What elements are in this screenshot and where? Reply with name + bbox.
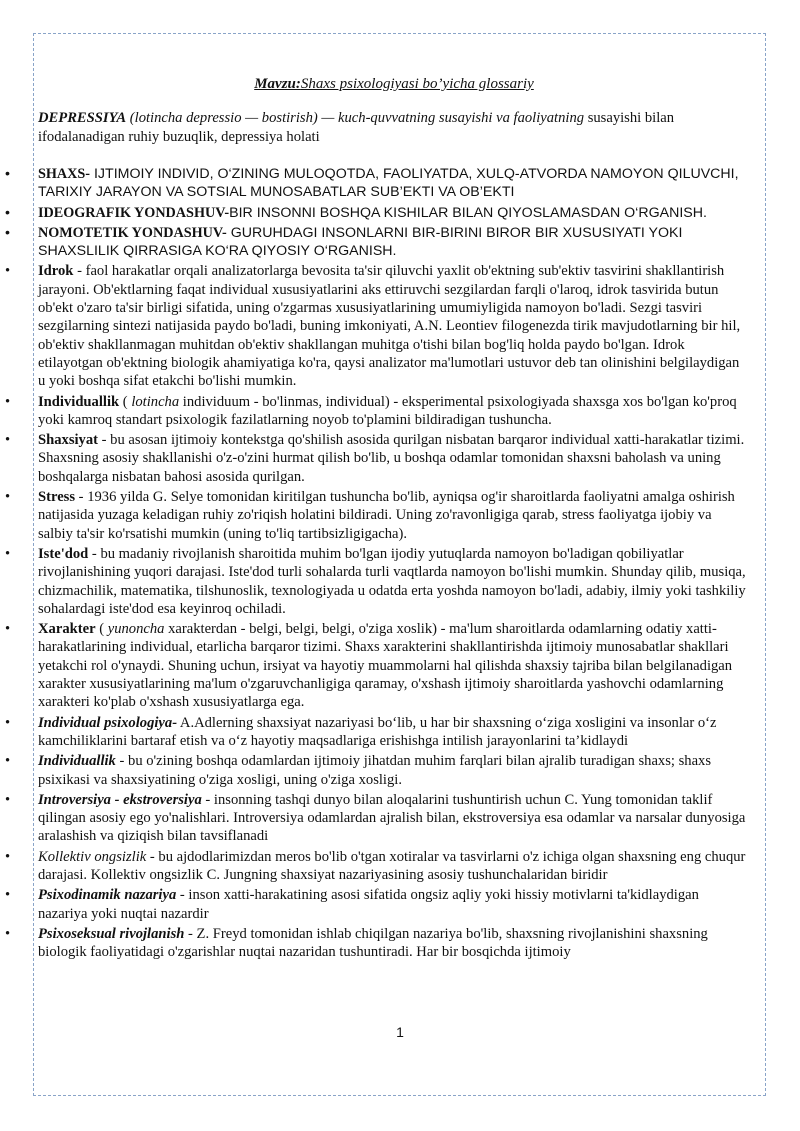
glossary-item: [5, 165, 750, 202]
page-number: 1: [396, 1024, 404, 1040]
glossary-item: [5, 488, 750, 543]
bullet-icon: •: [5, 166, 10, 182]
glossary-definition: BIR INSONNI BOSHQA KISHILAR BILAN QIYOSLAMASDAN O‘RGANISH.: [229, 204, 707, 221]
bullet-icon: •: [5, 887, 11, 904]
glossary-definition: - inson xatti-harakatining asosi sifatida ongsiz aqliy yoki hissiy motivlarni ta'kidlaydigan nazariya yoki nuqtai nazardir: [38, 887, 699, 922]
glossary-term: Xarakter: [38, 621, 96, 638]
glossary-definition: GURUHDAGI INSONLARNI BIR-BIRINI BIROR BIR XUSUSIYATI YOKI SHAXSLILIK QIRRASIGA KO‘RA QIYOSIY O‘RGANISH.: [38, 224, 683, 260]
glossary-term: Stress: [38, 489, 76, 506]
glossary-item: [5, 925, 750, 962]
bullet-icon: •: [5, 393, 11, 410]
glossary-item: [5, 393, 750, 430]
glossary-item: [5, 431, 750, 486]
glossary-paren: (: [119, 393, 132, 410]
glossary-definition: - bu asosan ijtimoiy kontekstga qo'shilish asosida qurilgan nisbatan barqaror individual xatti-harakatlar tizimi. Shaxsning asosiy shakllanishi o'z-o'zini hurmat qilish bo'lib, u boshqa odamlar tomonidan shaxsni baholash va uning boshqalarga nisbatan bahosi asosida qurilgan.: [38, 432, 745, 485]
glossary-term: IDEOGRAFIK YONDASHUV-: [38, 204, 230, 221]
intro-term: DEPRESSIYA: [38, 110, 127, 126]
glossary-item: [5, 224, 750, 261]
bullet-icon: •: [5, 545, 11, 562]
intro-paragraph: [38, 109, 750, 147]
glossary-item: [5, 791, 750, 846]
bullet-icon: •: [5, 224, 10, 241]
glossary-term: Shaxsiyat: [38, 432, 99, 449]
glossary-paren: (: [95, 621, 108, 638]
glossary-definition: xarakterdan - belgi, belgi, belgi, o'ziga xoslik) - ma'lum sharoitlarda odamlarning odatiy xatti-harakatlarining individual, etarlicha barqaror tizimi. Shaxs xarakterini shakllantirishda ijtimoiy munosabatlar shakllari yetakchi rol o'ynaydi. Shuning uchun, irsiyat va hayotiy muammolarni hal qilishda shaxsiy tajriba bilan belgilanadigan xarakter xususiyatlarining ma'lum o'zgaruvchanligiga qaramay, o'xshash ijtimoiy sharoitlarda yashovchi odamlarning xarakteri ko'plab o'xshash xususiyatlarga ega.: [38, 621, 733, 711]
glossary-definition: - bu ajdodlarimizdan meros bo'lib o'tgan xotiralar va tasvirlarni o'z ichiga olgan shaxsning eng chuqur darajasi. Kollektiv ongsizlik C. Jungning shaxsiyat nazariyasining asosiy tushunchalaridan biridir: [38, 848, 746, 883]
title-text: Shaxs psixologiyasi bo’yicha glossariy: [300, 76, 534, 92]
glossary-definition: individuum - bo'linmas, individual) - eksperimental psixologiyada shaxsga xos bo'lgan ko'proq yoki kamroq standart psixologik fazilatlarning noyob to'plamini bildiradigan tushuncha.: [38, 393, 737, 428]
glossary-definition: - 1936 yilda G. Selye tomonidan kiritilgan tushuncha bo'lib, ayniqsa og'ir sharoitlarda faoliyatni amalga oshirish natijasida yuzaga keladigan ruhiy zo'riqish holatini bildiradi. Uning zo'ravonligiga qarab, stress faoliyatga ijobiy va salbiy ta'sir ko'rsatishi mumkin (uning to'liq tartibsizligigacha).: [38, 489, 735, 542]
glossary-item: [5, 886, 750, 923]
bullet-icon: •: [5, 621, 11, 638]
bullet-icon: •: [5, 263, 11, 280]
bullet-icon: •: [5, 432, 11, 449]
bullet-icon: •: [5, 791, 11, 808]
glossary-term: Kollektiv ongsizlik: [38, 848, 147, 865]
bullet-icon: •: [5, 714, 11, 731]
bullet-icon: •: [5, 204, 10, 221]
glossary-term: Individuallik: [38, 393, 120, 410]
glossary-term: Iste'dod: [38, 545, 89, 562]
glossary-term: SHAXS-: [38, 166, 91, 182]
glossary-item: [5, 262, 750, 390]
glossary-term: NOMOTETIK YONDASHUV-: [38, 224, 227, 241]
glossary-definition: - faol harakatlar orqali analizatorlarga bevosita ta'sir qiluvchi yaxlit ob'ektning sub'ektiv tasvirini shakllantirish jarayoni. Ob'ektlarning faqat individual xususiyatlarini aks ettiruvchi sezgilardan farqli o'laroq, idrok tasvirida butun ob'ekt o'zaro ta'sir birligi sifatida, uning o'zgarmas xususiyatlarining umumiyligida namoyon bo'ladi. Sezgi tasviri sezgilarning sintezi natijasida paydo bo'ladi, buning imkoniyati, A.N. Leontiev filogenezda tirik mavjudotlarning bir hil, ob'ektiv shakllanmagan muhitdan ob'ektiv shakllangan muhitga o'tishi bilan bog'liq holda paydo bo'lgan. Idrok etilayotgan ob'ektning biologik ahamiyatiga ko'ra, qaysi analizator ma'lumotlari ustuvor deb tan olinishini belgilaydigan u yoki boshqa sifat etakchi bo'lishi mumkin.: [38, 263, 741, 390]
bullet-icon: •: [5, 925, 11, 942]
glossary-term: Introversiya - ekstroversiya: [38, 791, 202, 808]
bullet-icon: •: [5, 848, 11, 865]
glossary-term: Psixodinamik nazariya: [38, 887, 177, 904]
document-page: [5, 76, 750, 963]
glossary-definition: - insonning tashqi dunyo bilan aloqalarini tushuntirish uchun C. Yung tomonidan taklif qilingan asosiy ego yo'nalishlari. Introversiya odamlardan ajralish bilan, ekstroversiya esa odamlar va narsalar dunyosiga aralashish va qiziqish bilan tavsiflanadi: [38, 791, 746, 845]
glossary-item: [5, 752, 750, 789]
page-title: [38, 76, 750, 93]
glossary-item: [5, 848, 750, 885]
glossary-term: Psixoseksual rivojlanish: [38, 925, 185, 942]
glossary-term: Individual psixologiya-: [38, 714, 178, 731]
glossary-definition: - Z. Freyd tomonidan ishlab chiqilgan nazariya bo'lib, shaxsning rivojlanishini shaxsning biologik faoliyatidagi o'zgarishlar nuqtai nazaridan tushuntiradi. Har bir bosqichda ijtimoiy: [38, 925, 708, 961]
glossary-definition: - bu madaniy rivojlanish sharoitida muhim bo'lgan ijodiy yutuqlarda namoyon bo'ladigan qobiliyatlar rivojlanishining yuqori darajasi. Iste'dod turli sohalarda turli vaqtlarda namoyon bo'lishi mumkin. Shunday qilib, musiqa, chizmachilik, matematika, tilshunoslik, texnologiyada u odatda erta yoshda namoyon bo'ladi, adabiy, ilmiy yoki tashkiliy sohalardagi iste'dod esa keyinroq ochiladi.: [38, 545, 746, 617]
glossary-definition: A.Adlerning shaxsiyat nazariyasi bo‘lib, u har bir shaxsning o‘ziga xosligini va insonlar o‘z kamchiliklarini bartaraf etish va o‘z hayotiy maqsadlariga erishishga intilish jarayonlarini ta’kidlaydi: [38, 714, 717, 749]
glossary-definition: IJTIMOIY INDIVID, O‘ZINING MULOQOTDA, FAOLIYATDA, XULQ-ATVORDA NAMOYON QILUVCHI, TARIXIY JARAYON VA SOTSIAL MUNOSABATLAR SUB’EKTI VA OB’EKTI: [38, 166, 739, 201]
bullet-icon: •: [5, 753, 11, 770]
glossary-item: [5, 620, 750, 711]
glossary-item: [5, 204, 750, 222]
glossary-definition: - bu o'zining boshqa odamlardan ijtimoiy jihatdan muhim farqlari bilan ajralib turadigan shaxs; shaxs psixikasi va shaxsiyatining o'ziga xosligi, uning o'ziga xosligi.: [38, 753, 712, 788]
glossary-list: [5, 165, 750, 961]
glossary-item: [5, 714, 750, 751]
glossary-language: yunoncha: [107, 621, 165, 638]
glossary-item: [5, 545, 750, 618]
glossary-language: lotincha: [131, 393, 180, 410]
title-label: Mavzu:: [254, 76, 301, 92]
glossary-term: Idrok: [38, 263, 74, 280]
bullet-icon: •: [5, 489, 11, 506]
intro-rest: susayishi bilan ifodalanadigan ruhiy buzuqlik, depressiya holati: [38, 110, 675, 145]
intro-italic: (lotincha depressio — bostirish) — kuch-quvvatning susayishi va faoliyatning: [126, 110, 585, 126]
glossary-term: Individuallik: [38, 753, 116, 770]
